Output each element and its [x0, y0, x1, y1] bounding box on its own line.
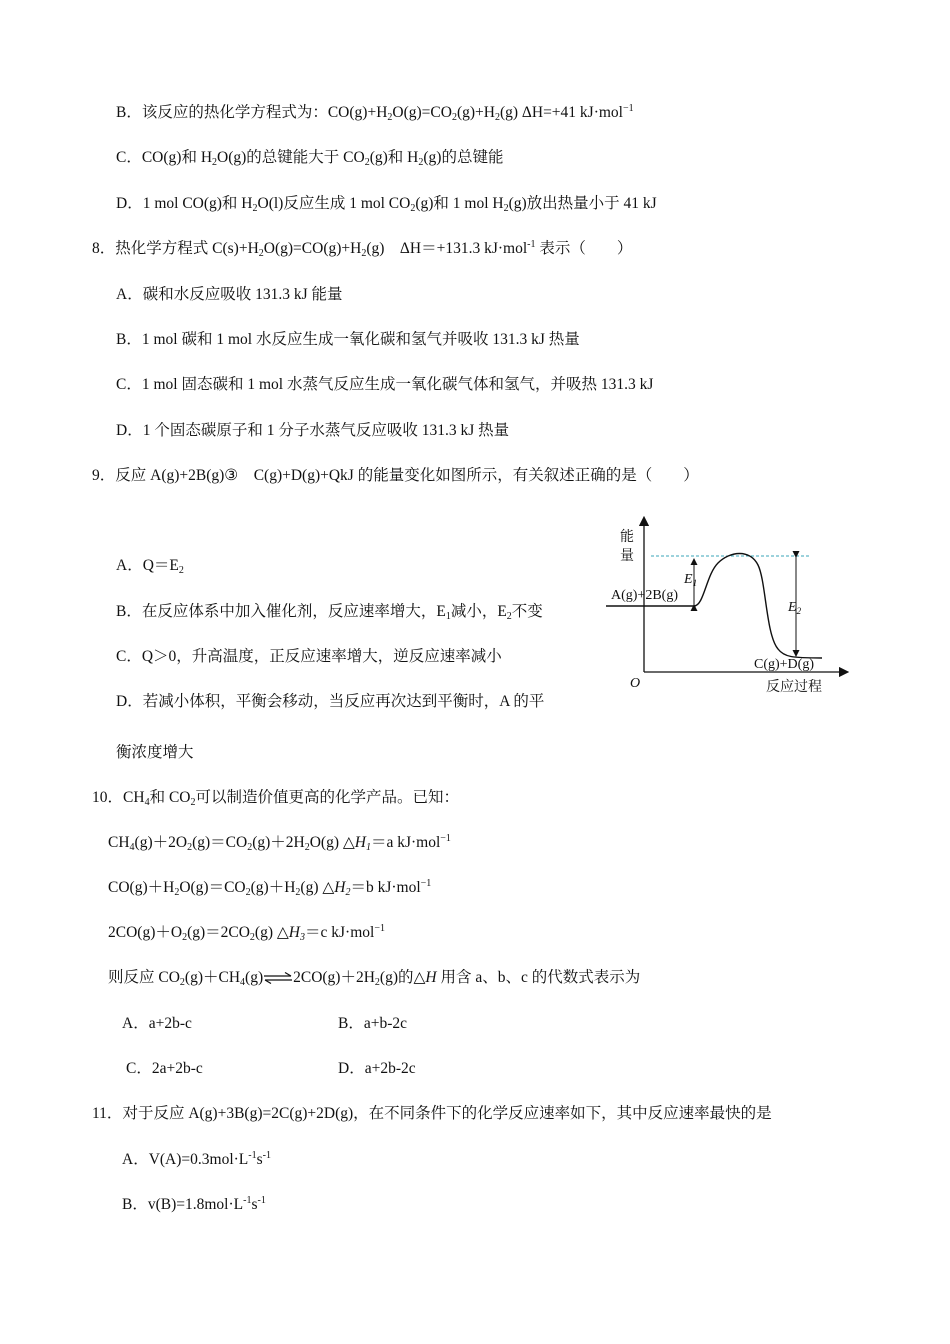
q11-stem: 11．对于反应 A(g)+3B(g)=2C(g)+2D(g)，在不同条件下的化学反应速率如下，其中反应速率最快的是	[92, 1105, 772, 1122]
q10-equation-3: $2CO(g)+O_2(g)=2CO_2(g)$ $\triangle H_3=c$ kJ·mol$^{-1}$	[108, 923, 385, 943]
reactants-label: A(g)+2B(g)	[611, 588, 678, 603]
energy-profile-diagram	[606, 515, 856, 700]
q8-option-c: C．1 mol 固态碳和 1 mol 水蒸气反应生成一氧化碳气体和氢气，并吸热 131.3 kJ	[116, 376, 654, 393]
x-axis-label: 反应过程	[766, 680, 822, 695]
q10-option-b: B．a+b-2c	[338, 1015, 408, 1032]
q9-stem: 9．反应 A(g)+2B(g)③ C(g)+D(g)+QkJ 的能量变化如图所示，有关叙述正确的是（ ）	[92, 467, 699, 484]
q10-equation-1: $CH_4(g)+2O_2(g)=CO_2(g)+2H_2O(g)$ $\triangle H_1=a$ kJ·mol$^{-1}$	[108, 833, 451, 853]
q9-option-d-continued: 衡浓度增大	[116, 744, 194, 761]
q7-option-d: D．1 mol CO(g)和 $H_2O(l)$反应生成 1 mol $CO_2(g)$和 1 mol $H_2(g)$放出热量小于 41 kJ	[116, 195, 657, 214]
q7-option-c: C．CO(g)和 $H_2O(g)$的总键能大于 $CO_2(g)$和 $H_2(g)$的总键能	[116, 149, 504, 168]
q10-option-a: A．a+2b-c	[122, 1015, 192, 1032]
q7-option-b: B．该反应的热化学方程式为：$CO(g)+H_2O(g)=CO_2(g)+H_2(g)$ ΔH=+41 kJ·mol$^{-1}$	[116, 103, 634, 123]
q10-option-c: C．2a+2b-c	[126, 1060, 203, 1077]
q8-option-d: D．1 个固态碳原子和 1 分子水蒸气反应吸收 131.3 kJ 热量	[116, 422, 510, 439]
y-axis-label-1: 能	[620, 530, 634, 545]
equilibrium-arrow-icon	[263, 972, 293, 984]
q8-option-b: B．1 mol 碳和 1 mol 水反应生成一氧化碳和氢气并吸收 131.3 kJ 热量	[116, 331, 580, 348]
q10-option-d: D．a+2b-2c	[338, 1060, 416, 1077]
q9-option-d: D．若减小体积，平衡会移动，当反应再次达到平衡时，A 的平	[116, 693, 545, 710]
products-label: C(g)+D(g)	[754, 657, 814, 672]
q9-option-c: C．Q＞0，升高温度，正反应速率增大，逆反应速率减小	[116, 648, 502, 665]
y-axis-label-2: 量	[620, 549, 634, 564]
q11-option-b: B．$v(B)=1.8mol\cdot L^{-1}s^{-1}$	[122, 1195, 266, 1213]
q9-option-a: A．$Q=E_2$	[116, 557, 184, 576]
q8-stem: 8．热化学方程式 $C(s)+H_2O(g)=CO(g)+H_2(g)$ ΔH＝+131.3 kJ·mol$^{-1}$ 表示（ ）	[92, 239, 633, 259]
q11-option-a: A．$V(A)=0.3mol\cdot L^{-1}s^{-1}$	[122, 1150, 272, 1168]
q9-option-b: B．在反应体系中加入催化剂，反应速率增大，$E_1$减小，$E_2$不变	[116, 603, 543, 622]
e2-label: $E_2$	[788, 600, 802, 616]
q8-option-a: A．碳和水反应吸收 131.3 kJ 能量	[116, 286, 343, 303]
q10-question: 则反应 $CO_2(g)+CH_4(g)$ $2CO(g)+2H_2(g)$的△H 用含 a、b、c 的代数式表示为	[108, 969, 641, 988]
q10-stem: 10．$CH_4$和 $CO_2$可以制造价值更高的化学产品。已知：	[92, 789, 459, 808]
e1-label: $E_1$	[684, 572, 698, 588]
q10-equation-2: $CO(g)+H_2O(g)=CO_2(g)+H_2(g)$ $\triangle H_2=b$ kJ·mol$^{-1}$	[108, 878, 432, 898]
origin-label: O	[630, 676, 641, 691]
